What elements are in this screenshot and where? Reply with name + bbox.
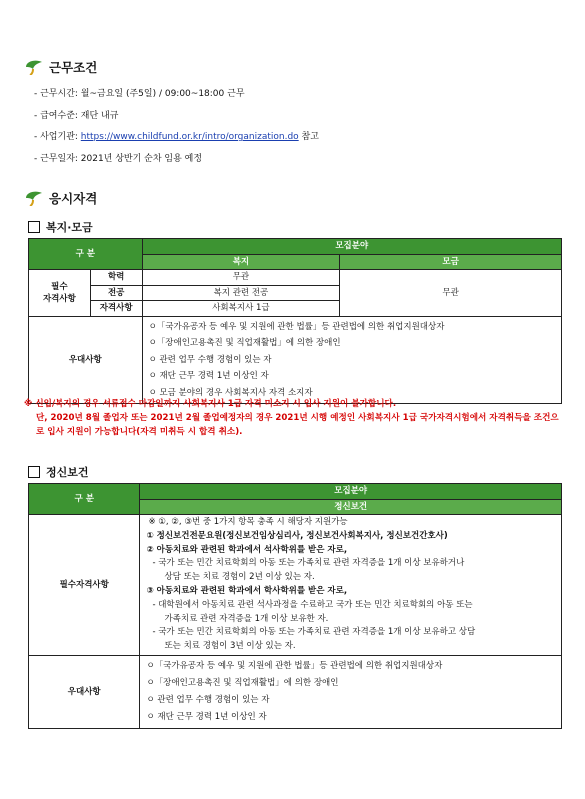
req-line: 또는 치료 경험이 3년 이상 있는 자. [164, 641, 296, 652]
checkbox-icon [28, 466, 40, 478]
work-hours: - 근무시간: 월~금요일 (주5일) / 09:00~18:00 근무 [34, 89, 245, 99]
header-field: 모집분야 [142, 239, 561, 255]
header-fundraising: 모금 [340, 254, 562, 270]
welfare-subtitle-label: 복지·모금 [46, 221, 93, 234]
welfare-notes [24, 397, 564, 439]
org-prefix: - 사업기관: [34, 132, 81, 142]
section-qual-label: 응시자격 [49, 191, 98, 206]
header-gubun: 구 분 [29, 484, 140, 515]
header-welfare: 복지 [142, 254, 340, 270]
welfare-subtitle [28, 219, 93, 235]
section-work-label: 근무조건 [49, 60, 98, 75]
mental-table [28, 483, 562, 729]
req-line: ※ ①, ②, ③번 중 1가지 항목 충족 시 해당자 지원가능 [148, 517, 348, 527]
header-gubun: 구 분 [29, 239, 143, 270]
pref-item: ㅇ「장애인고용촉진 및 직업재활법」에 의한 장애인 [146, 677, 339, 688]
fundraising-value: 무관 [340, 270, 562, 317]
req-line: ③ 아동치료와 관련된 학과에서 학사학위를 받은 자로, [146, 585, 348, 596]
work-conditions-list [34, 84, 319, 170]
req-line: ① 정신보건전문요원(정신보건임상심리사, 정신보건사회복지사, 정신보건간호사) [146, 530, 448, 541]
pref-item: ㅇ 관련 업무 수행 경험이 있는 자 [146, 694, 270, 705]
mental-subtitle-label: 정신보건 [46, 466, 89, 479]
pref-list [140, 655, 562, 728]
req-line: - 대학원에서 아동치료 관련 석사과정을 수료하고 국가 또는 민간 치료학회의 아동 또는 [152, 599, 473, 610]
req-line: ② 아동치료와 관련된 학과에서 석사학위를 받은 자로, [146, 544, 348, 555]
req-line: - 국가 또는 민간 치료학회의 아동 또는 가족치료 관련 자격증을 1개 이상 보유하고 상담 [152, 627, 476, 638]
start-date: - 근무일자: 2021년 상반기 순차 임용 예정 [34, 153, 203, 164]
pref-item: ㅇ「국가유공자 등 예우 및 지원에 관한 법률」등 관련법에 의한 취업지원대상자 [146, 660, 443, 671]
org-link[interactable]: https://www.childfund.or.kr/intro/organization.do [80, 132, 299, 142]
row-label-license: 자격사항 [90, 301, 142, 317]
pref-item: ㅇ 재단 근무 경력 1년 이상인 자 [146, 711, 267, 722]
org-suffix: 참고 [298, 132, 319, 142]
header-mental: 정신보건 [140, 499, 562, 515]
req-line: - 국가 또는 민간 치료학회의 아동 또는 가족치료 관련 자격증을 1개 이상 보유하거나 [152, 558, 465, 569]
row-label-education: 학력 [90, 270, 142, 286]
header-field: 모집분야 [140, 484, 562, 500]
note-line: ※ 신입/복지의 경우 서류접수 마감일까지 사회복지사 1급 자격 미소지 시 입사 지원이 불가합니다. [24, 399, 397, 409]
salary-level: - 급여수준: 재단 내규 [34, 110, 119, 121]
pref-label: 우대사항 [29, 655, 140, 728]
note-line: 단, 2020년 8월 졸업자 또는 2021년 2월 졸업예정자의 경우 2021년 시행 예정인 사회복지사 1급 국가자격시험에서 자격취득을 조건으로 입사 지원이 가능합니다(자격 미취득 시 합격 취소). [36, 413, 559, 437]
pref-label: 우대사항 [29, 316, 143, 404]
section-qual-title [24, 189, 97, 207]
section-work-title [24, 58, 97, 76]
pref-item: ㅇ 재단 근무 경력 1년 이상인 자 [148, 371, 269, 382]
pref-item: ㅇ「국가유공자 등 예우 및 지원에 관한 법률」등 관련법에 의한 취업지원대상자 [148, 321, 445, 332]
pref-item: ㅇ 모금 분야의 경우 사회복지사 자격 소지자 [148, 387, 313, 398]
mental-subtitle [28, 464, 89, 480]
pref-item: ㅇ「장애인고용촉진 및 직업재활법」에 의한 장애인 [148, 338, 341, 349]
req-line: 가족치료 관련 자격증을 1개 이상 보유한 자. [164, 613, 329, 624]
organization-row [34, 127, 319, 149]
welfare-table [28, 238, 562, 404]
row-value-license: 사회복지사 1급 [142, 301, 340, 317]
row-value-major: 복지 관련 전공 [142, 285, 340, 301]
leaf-icon [24, 59, 44, 75]
leaf-icon [24, 190, 44, 206]
row-label-major: 전공 [90, 285, 142, 301]
row-value-education: 무관 [142, 270, 340, 286]
checkbox-icon [28, 221, 40, 233]
pref-item: ㅇ 관련 업무 수행 경험이 있는 자 [148, 354, 272, 365]
req-line: 상담 또는 치료 경험이 2년 이상 있는 자. [164, 572, 315, 583]
required-label: 필수 자격사항 [29, 270, 91, 317]
required-list [140, 515, 562, 656]
required-label: 필수자격사항 [29, 515, 140, 656]
pref-list [142, 316, 561, 404]
